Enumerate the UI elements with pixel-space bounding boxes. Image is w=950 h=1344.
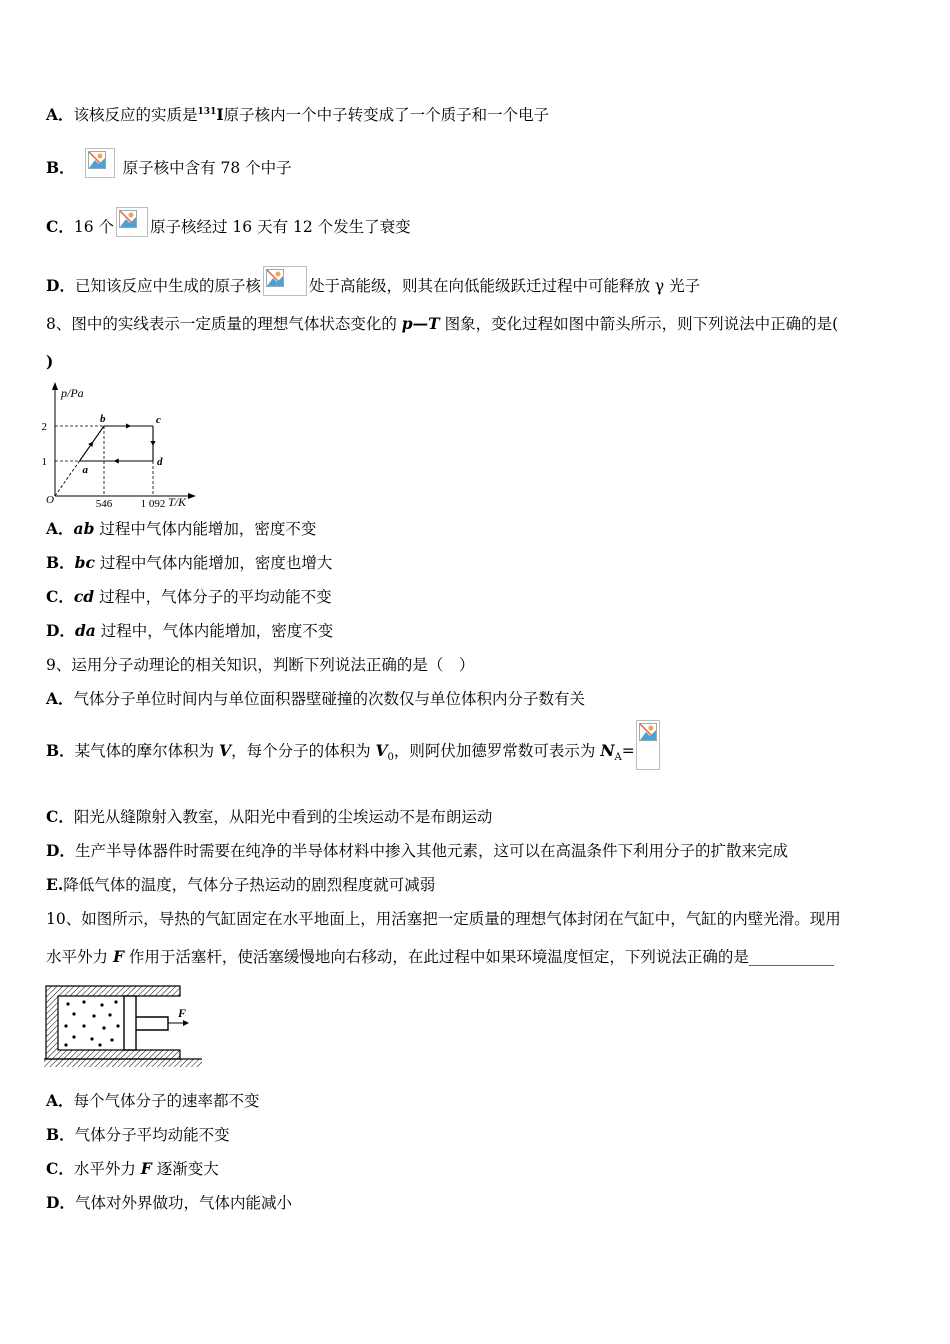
q9-stem: 9、运用分子动理论的相关知识，判断下列说法正确的是（ ） bbox=[46, 656, 475, 674]
piston bbox=[124, 996, 136, 1050]
arrow-icon-cd bbox=[150, 441, 155, 446]
q7-option-a: A．该核反应的实质是$^{131}$I原子核内一个中子转变成了一个质子和一个电子 bbox=[46, 105, 550, 124]
option-label: C． bbox=[46, 217, 74, 236]
q10-option-b: B．气体分子平均动能不变 bbox=[46, 1125, 230, 1144]
option-label: D． bbox=[46, 1193, 75, 1212]
y-tick-label: 2 bbox=[41, 421, 47, 433]
q8-stem-end: ) bbox=[46, 352, 54, 371]
x-axis-arrow-icon bbox=[188, 493, 196, 499]
q10-stem-line1: 10、如图所示，导热的气缸固定在水平地面上，用活塞把一定质量的理想气体封闭在气缸中，气缸的内壁光滑。现用 bbox=[46, 910, 841, 928]
pt-chart bbox=[40, 378, 200, 508]
answer-blank[interactable]: ___________ bbox=[748, 948, 835, 966]
option-label: B． bbox=[46, 741, 75, 760]
option-label: B． bbox=[46, 158, 75, 177]
q10-option-d: D．气体对外界做功，气体内能减小 bbox=[46, 1193, 292, 1212]
cylinder-figure bbox=[44, 982, 206, 1074]
option-label: C． bbox=[46, 587, 74, 606]
option-label: A． bbox=[46, 1091, 74, 1110]
option-label: A． bbox=[46, 519, 74, 538]
q9-option-e: E.降低气体的温度，气体分子热运动的剧烈程度就可减弱 bbox=[46, 875, 436, 894]
option-label: E. bbox=[46, 875, 64, 894]
option-label: B． bbox=[46, 1125, 75, 1144]
q8-option-a: A．ab 过程中气体内能增加，密度不变 bbox=[46, 519, 317, 538]
q7-option-d: D．已知该反应中生成的原子核 处于高能级，则其在向低能级跃迁过程中可能释放 γ 光子 bbox=[46, 266, 700, 296]
option-label: D． bbox=[46, 621, 75, 640]
broken-image-icon bbox=[85, 148, 115, 178]
q7-option-b: B． 原子核中含有 78 个中子 bbox=[46, 148, 292, 178]
cylinder-wall bbox=[46, 986, 180, 1059]
q8-option-d: D．da 过程中，气体内能增加，密度不变 bbox=[46, 621, 334, 640]
q10-option-a: A．每个气体分子的速率都不变 bbox=[46, 1091, 260, 1110]
q8-option-b: B．bc 过程中气体内能增加，密度也增大 bbox=[46, 553, 333, 572]
option-label: D． bbox=[46, 841, 75, 860]
extension-line bbox=[55, 461, 80, 496]
origin-label: O bbox=[46, 494, 54, 506]
broken-image-icon bbox=[636, 720, 660, 770]
q9-option-c: C．阳光从缝隙射入教室，从阳光中看到的尘埃运动不是布朗运动 bbox=[46, 807, 493, 826]
option-label: B． bbox=[46, 553, 75, 572]
arrow-icon-bc bbox=[126, 423, 131, 428]
option-label: A． bbox=[46, 689, 74, 708]
option-label: A． bbox=[46, 105, 74, 124]
x-tick-label: 1 092 bbox=[140, 498, 166, 508]
q9-option-b: B．某气体的摩尔体积为 V，每个分子的体积为 $V_0$，则阿伏加德罗常数可表示为 $N_A=$ bbox=[46, 720, 660, 770]
gas-molecules bbox=[64, 1000, 119, 1046]
broken-image-icon bbox=[116, 207, 148, 237]
point-label-d: d bbox=[157, 456, 163, 468]
q10-stem-line2: 水平外力 F 作用于活塞杆，使活塞缓慢地向右移动，在此过程中如果环境温度恒定，下列说法正确的是___________ bbox=[46, 947, 835, 966]
point-label-b: b bbox=[100, 413, 106, 425]
y-axis-label: p/Pa bbox=[61, 386, 84, 400]
option-label: D． bbox=[46, 276, 75, 295]
q9-option-a: A．气体分子单位时间内与单位面积器壁碰撞的次数仅与单位体积内分子数有关 bbox=[46, 689, 586, 708]
force-label: F bbox=[178, 1006, 187, 1020]
option-label: C． bbox=[46, 1159, 74, 1178]
q8-option-c: C．cd 过程中，气体分子的平均动能不变 bbox=[46, 587, 332, 606]
arrow-icon-ab bbox=[88, 441, 93, 447]
y-tick-label: 1 bbox=[41, 456, 47, 468]
ground-hatch bbox=[44, 1059, 202, 1067]
point-label-a: a bbox=[82, 464, 88, 476]
piston-rod bbox=[136, 1017, 168, 1030]
y-axis-arrow-icon bbox=[52, 382, 58, 390]
broken-image-icon bbox=[263, 266, 307, 296]
x-tick-label: 546 bbox=[95, 498, 113, 508]
point-label-c: c bbox=[156, 414, 161, 426]
option-label: C． bbox=[46, 807, 74, 826]
q8-stem: 8、图中的实线表示一定质量的理想气体状态变化的 p—T 图象，变化过程如图中箭头所示，则下列说法中正确的是( bbox=[46, 314, 839, 333]
x-axis-label: T/K bbox=[168, 495, 187, 508]
arrow-icon-da bbox=[114, 458, 119, 463]
q10-option-c: C．水平外力 F 逐渐变大 bbox=[46, 1159, 219, 1178]
q7-option-c: C．16 个 原子核经过 16 天有 12 个发生了衰变 bbox=[46, 207, 411, 237]
q9-option-d: D．生产半导体器件时需要在纯净的半导体材料中掺入其他元素，这可以在高温条件下利用分子的扩散来完成 bbox=[46, 841, 788, 860]
force-arrow-head-icon bbox=[183, 1020, 189, 1026]
